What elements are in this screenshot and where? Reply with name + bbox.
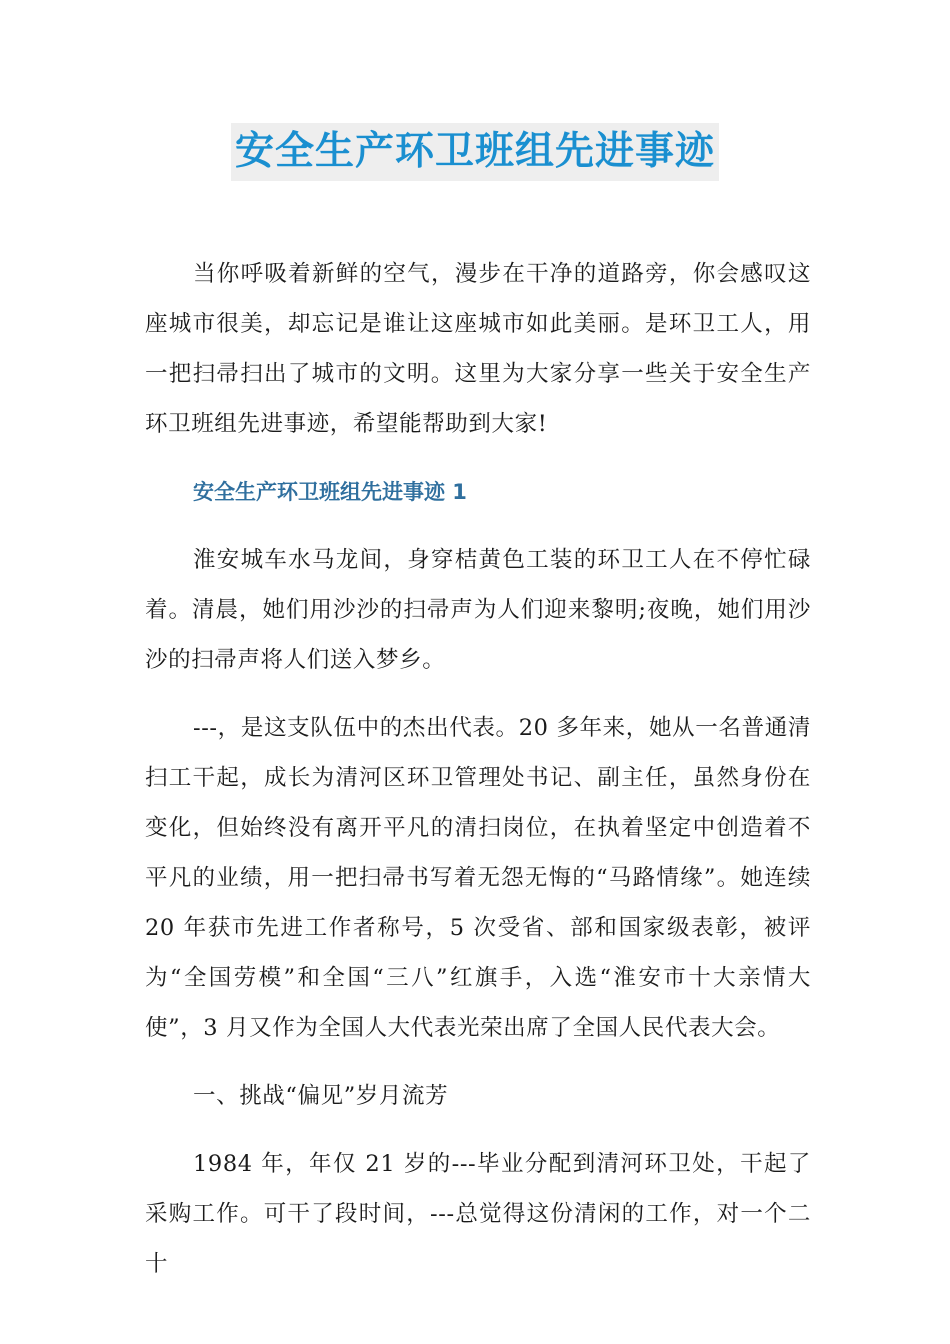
- document-body: [145, 249, 811, 1289]
- body-paragraph-3: 1984 年，年仅 21 岁的---毕业分配到清河环卫处，干起了采购工作。可干了段时间，---总觉得这份清闲的工作，对一个二十: [145, 1151, 811, 1277]
- title-container: [0, 123, 950, 181]
- document-title: 安全生产环卫班组先进事迹: [231, 123, 719, 181]
- spacer: [145, 449, 811, 467]
- spacer: [145, 1053, 811, 1071]
- spacer: [145, 1121, 811, 1139]
- intro-paragraph: 当你呼吸着新鲜的空气，漫步在干净的道路旁，你会感叹这座城市很美，却忘记是谁让这座城市如此美丽。是环卫工人，用一把扫帚扫出了城市的文明。这里为大家分享一些关于安全生产环卫班组先进事迹，希望能帮助到大家!: [145, 261, 811, 437]
- section-heading: 一、挑战“偏见”岁月流芳: [193, 1083, 449, 1109]
- spacer: [145, 517, 811, 535]
- spacer: [145, 685, 811, 703]
- section-subheading: 安全生产环卫班组先进事迹 1: [193, 480, 467, 504]
- body-paragraph-1: 淮安城车水马龙间，身穿桔黄色工装的环卫工人在不停忙碌着。清晨，她们用沙沙的扫帚声为人们迎来黎明;夜晚，她们用沙沙的扫帚声将人们送入梦乡。: [145, 547, 811, 673]
- body-paragraph-2: ---，是这支队伍中的杰出代表。20 多年来，她从一名普通清扫工干起，成长为清河区环卫管理处书记、副主任，虽然身份在变化，但始终没有离开平凡的清扫岗位，在执着坚定中创造着不平凡的业绩，用一把扫帚书写着无怨无悔的“马路情缘”。她连续 20 年获市先进工作者称号，5 次受省、部和国家级表彰，被评为“全国劳模”和全国“三八”红旗手，入选“淮安市十大亲情大使”，3 月又作为全国人大代表光荣出席了全国人民代表大会。: [145, 715, 811, 1041]
